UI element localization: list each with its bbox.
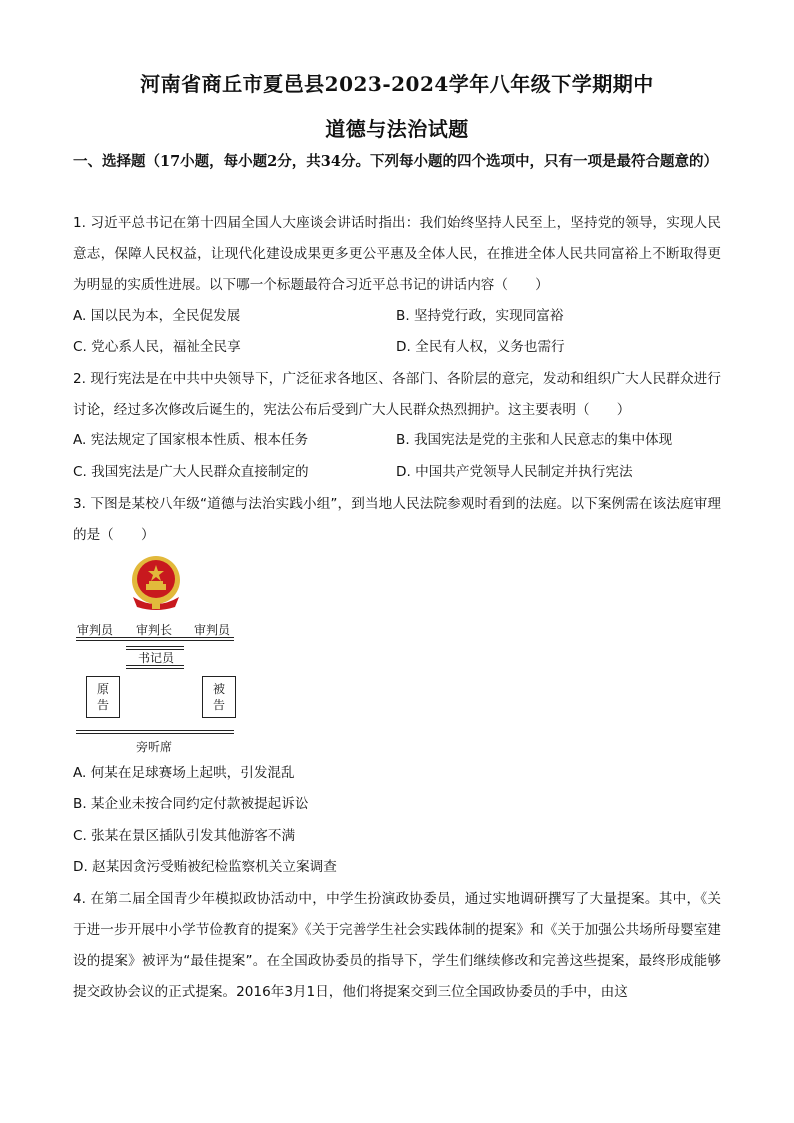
question-4-stem: 4. 在第二届全国青少年模拟政协活动中，中学生扮演政协委员，通过实地调研撰写了大量提案。其中，《关于进一步开展中小学节俭教育的提案》《关于完善学生社会实践体制的提案》和《关于加强公共场所母婴室建设的提案》被评为“最佳提案”。在全国政协委员的指导下，学生们继续修改和完善这些提案，最终形成能够提交政协会议的正式提案。2016年3月1日，他们将提案交到三位全国政协委员的手中，由这 xyxy=(73,891,721,1000)
clerk-label: 书记员 xyxy=(138,651,175,665)
national-emblem-icon xyxy=(125,551,187,613)
question-1-option-c: C. 党心系人民，福祉全民享 xyxy=(73,339,241,355)
question-2-stem: 2. 现行宪法是在中共中央领导下，广泛征求各地区、各部门、各阶层的意完，发动和组织广大人民群众进行讨论，经过多次修改后诞生的，宪法公布后受到广大人民群众热烈拥护。这主要表明（ ） xyxy=(73,371,721,418)
clerk-desk-bottom xyxy=(126,665,184,669)
defendant-label-2: 告 xyxy=(212,698,225,712)
plaintiff-label-2: 告 xyxy=(96,698,109,712)
question-3-option-a: A. 何某在足球赛场上起哄，引发混乱 xyxy=(73,765,295,781)
question-2-option-a: A. 宪法规定了国家根本性质、根本任务 xyxy=(73,432,309,448)
judges-bench xyxy=(76,637,234,641)
section-heading: 一、选择题（17小题，每小题2分，共34分。下列每小题的四个选项中，只有一项是最符合题意的） xyxy=(73,153,718,170)
question-2-option-b: B. 我国宪法是党的主张和人民意志的集中体现 xyxy=(396,432,673,448)
question-3-stem: 3. 下图是某校八年级“道德与法治实践小组”，到当地人民法院参观时看到的法庭。以下案例需在该法庭审理的是（ ） xyxy=(73,496,721,543)
question-2-option-c: C. 我国宪法是广大人民群众直接制定的 xyxy=(73,464,309,480)
gallery-rail xyxy=(76,730,234,734)
plaintiff-seat xyxy=(86,676,120,718)
courtroom-diagram xyxy=(72,545,242,755)
plaintiff-label-1: 原 xyxy=(96,682,109,696)
judge-right-label: 审判员 xyxy=(194,623,231,637)
question-2-option-d: D. 中国共产党领导人民制定并执行宪法 xyxy=(396,464,633,480)
defendant-seat xyxy=(202,676,236,718)
exam-subject: 道德与法治试题 xyxy=(325,117,469,141)
exam-title: 河南省商丘市夏邑县2023-2024学年八年级下学期期中 xyxy=(140,72,654,96)
chief-judge-label: 审判长 xyxy=(136,623,173,637)
question-1-option-a: A. 国以民为本，全民促发展 xyxy=(73,308,241,324)
question-3-option-d: D. 赵某因贪污受贿被纪检监察机关立案调查 xyxy=(73,859,337,875)
question-1-stem: 1. 习近平总书记在第十四届全国人大座谈会讲话时指出：我们始终坚持人民至上，坚持党的领导，实现人民意志，保障人民权益，让现代化建设成果更多更公平惠及全体人民，在推进全体人民共同富裕上不断取得更为明显的实质性进展。以下哪一个标题最符合习近平总书记的讲话内容（ ） xyxy=(73,215,721,293)
gallery-label: 旁听席 xyxy=(136,740,173,754)
question-3-option-b: B. 某企业未按合同约定付款被提起诉讼 xyxy=(73,796,309,812)
defendant-label-1: 被 xyxy=(212,682,225,696)
judge-left-label: 审判员 xyxy=(77,623,114,637)
question-1-option-b: B. 坚持党行政，实现同富裕 xyxy=(396,308,564,324)
question-1-option-d: D. 全民有人权，义务也需行 xyxy=(396,339,565,355)
question-3-option-c: C. 张某在景区插队引发其他游客不满 xyxy=(73,828,296,844)
